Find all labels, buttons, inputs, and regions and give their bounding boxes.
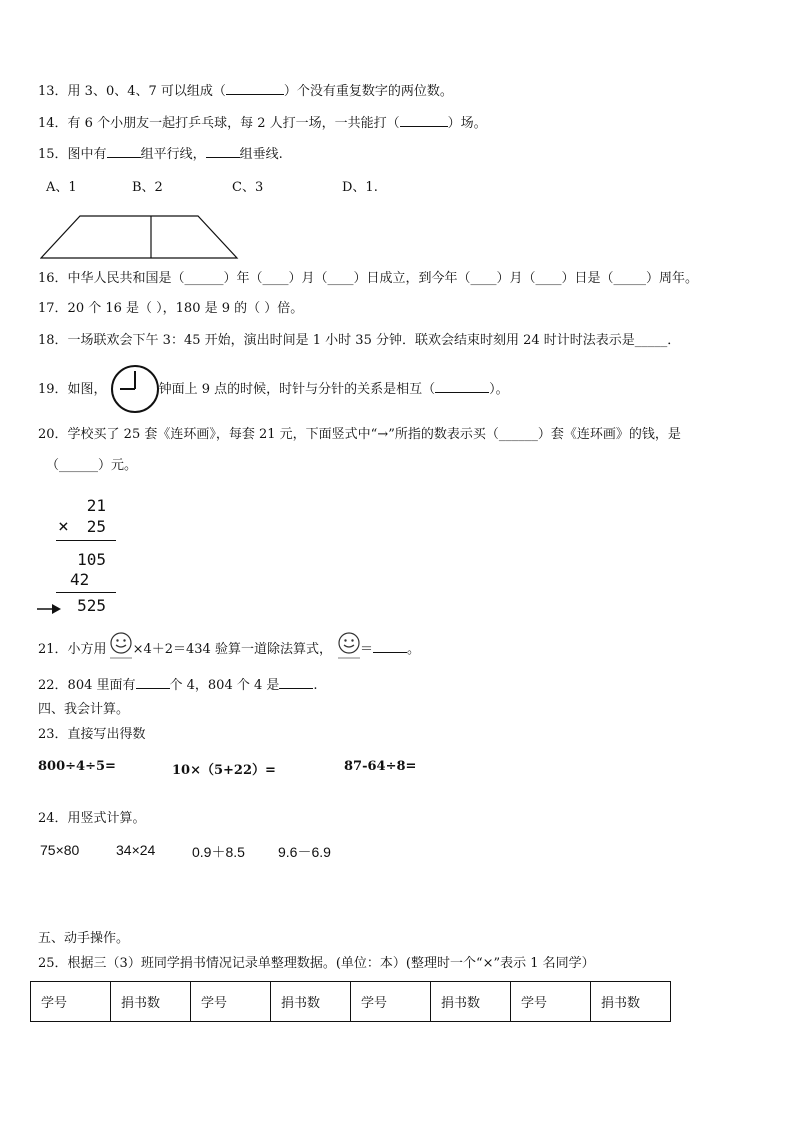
product: 525 [77, 596, 106, 615]
question-text: 804 里面有 [67, 678, 136, 693]
question-text: ×4＋2＝434 验算一道除法算式， [132, 642, 332, 657]
question-number: 25． [38, 956, 68, 971]
partial-product-1: 105 [77, 550, 106, 569]
trapezoid-figure [40, 214, 240, 260]
question-20 [38, 426, 681, 444]
question-text: ）。 [489, 382, 509, 397]
answer-blank[interactable] [206, 145, 240, 158]
question-18 [38, 332, 680, 350]
question-25 [38, 955, 595, 973]
clock-face-icon [109, 364, 161, 414]
multiplier: 25 [86, 517, 106, 536]
smiley-icon [109, 631, 133, 661]
question-text: ）个没有重复数字的两位数。 [283, 84, 453, 99]
table-header-cell: 捐书数 [431, 982, 511, 1022]
rule-line [56, 592, 116, 593]
section-title: 五、动手操作。 [38, 931, 130, 946]
question-16 [38, 270, 698, 288]
table-header-cell: 学号 [191, 982, 271, 1022]
question-text: 有 6 个小朋友一起打乒乓球，每 2 人打一场，一共能打（ [67, 116, 400, 131]
answer-blank[interactable] [136, 676, 170, 689]
table-header-cell: 学号 [511, 982, 591, 1022]
calc-item: 10×（5+22）= [172, 763, 276, 778]
rule-line [56, 540, 116, 541]
question-21 [38, 640, 420, 659]
question-text: ＝ [359, 642, 373, 657]
question-text: 个 4，804 个 4 是 [169, 678, 280, 693]
question-number: 13． [38, 84, 68, 99]
question-text: . [313, 678, 318, 693]
question-number: 20． [38, 427, 68, 442]
question-text: 20 个 16 是（ ），180 是 9 的（ ）倍。 [67, 301, 304, 316]
section-5-heading [38, 930, 129, 948]
option-c[interactable]: C、3 [232, 180, 264, 195]
question-text: 图中有 [67, 147, 107, 162]
question-text: 小方用 [67, 642, 107, 657]
question-text: 组垂线. [239, 147, 283, 162]
question-number: 24． [38, 811, 68, 826]
question-number: 23． [38, 727, 68, 742]
option-d[interactable]: D、1. [342, 180, 378, 195]
table-header-cell: 学号 [31, 982, 111, 1022]
question-text: 钟面上 9 点的时候，时针与分针的关系是相互（ [158, 382, 436, 397]
question-17 [38, 300, 303, 318]
calc-item: 800÷4÷5= [38, 759, 116, 774]
question-text: 用 3、0、4、7 可以组成（ [67, 84, 226, 99]
arrow-right-icon [36, 602, 62, 616]
question-number: 17． [38, 301, 68, 316]
question-number: 18． [38, 333, 68, 348]
calc-item: 9.6－6.9 [278, 844, 331, 860]
vertical-multiplication [56, 496, 126, 616]
question-text: 直接写出得数 [67, 727, 146, 742]
answer-blank[interactable] [435, 380, 489, 393]
question-text: 用竖式计算。 [67, 811, 146, 826]
question-22 [38, 676, 318, 695]
question-15 [38, 145, 283, 164]
question-text: 组平行线， [140, 147, 206, 162]
smiley-icon [337, 631, 361, 661]
multiply-sign: × [58, 516, 69, 537]
answer-blank[interactable] [107, 145, 141, 158]
question-text: 中华人民共和国是（______）年（____）月（____）日成立，到今年（____）月（____）日是（_____）周年。 [67, 271, 699, 286]
section-title: 四、我会计算。 [38, 702, 130, 717]
table-header-cell: 捐书数 [591, 982, 671, 1022]
answer-blank[interactable] [226, 82, 284, 95]
question-number: 16． [38, 271, 68, 286]
question-number: 14． [38, 116, 68, 131]
table-header-cell: 捐书数 [111, 982, 191, 1022]
question-text: 根据三（3）班同学捐书情况记录单整理数据。(单位：本）(整理时一个“×”表示 1 名同学） [67, 956, 595, 971]
question-13 [38, 82, 453, 101]
calc-item: 87-64÷8= [344, 759, 417, 774]
question-number: 21． [38, 642, 68, 657]
question-text: ）场。 [447, 116, 487, 131]
question-number: 22． [38, 678, 68, 693]
calc-item: 34×24 [116, 842, 156, 858]
option-b[interactable]: B、2 [132, 180, 163, 195]
question-24 [38, 810, 146, 828]
question-number: 15． [38, 147, 68, 162]
question-23 [38, 726, 146, 744]
table-header-cell: 捐书数 [271, 982, 351, 1022]
question-text: 如图， [67, 382, 107, 397]
question-text: 。 [406, 642, 420, 657]
donation-record-table [30, 981, 671, 1022]
question-text: （______）元。 [46, 458, 138, 473]
calc-item: 0.9＋8.5 [192, 844, 245, 860]
question-text: 一场联欢会下午 3：45 开始，演出时间是 1 小时 35 分钟．联欢会结束时刻用 24 时计时法表示是_____． [67, 333, 681, 348]
answer-blank[interactable] [400, 114, 448, 127]
calc-item: 75×80 [40, 842, 80, 858]
partial-product-2: 42 [70, 570, 90, 589]
answer-blank[interactable] [373, 640, 407, 653]
multiplicand: 21 [86, 496, 106, 515]
answer-blank[interactable] [279, 676, 313, 689]
question-number: 19． [38, 382, 68, 397]
question-text: 学校买了 25 套《连环画》，每套 21 元，下面竖式中“→”所指的数表示买（______）套《连环画》的钱，是 [67, 427, 681, 442]
question-20-line2 [46, 457, 137, 475]
question-14 [38, 114, 487, 133]
section-4-heading [38, 701, 129, 719]
table-header-row [31, 982, 671, 1022]
option-a[interactable]: A、1 [46, 180, 77, 195]
table-header-cell: 学号 [351, 982, 431, 1022]
